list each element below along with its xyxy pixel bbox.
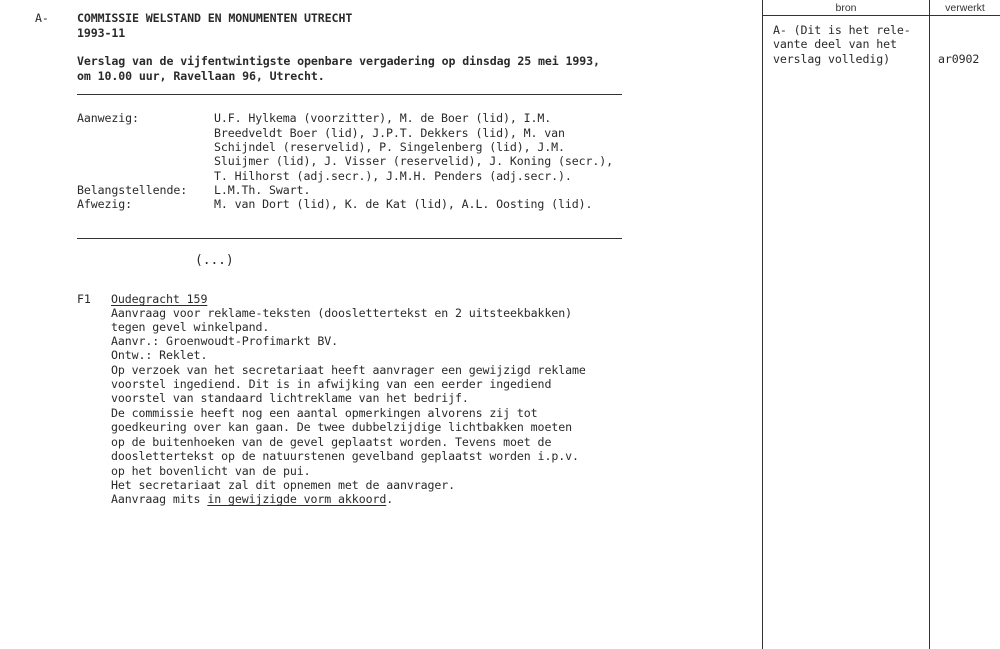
- conclusion-prefix: Aanvraag mits: [111, 492, 208, 506]
- conclusion-suffix: .: [386, 492, 394, 506]
- item-line: De commissie heeft nog een aantal opmerkingen alvorens zij tot: [111, 406, 538, 420]
- item-line: Ontw.: Reklet.: [111, 348, 208, 362]
- item-line: op de buitenhoeken van de gevel geplaatst worden. Tevens moet de: [111, 435, 552, 449]
- bron-line-3: verslag volledig): [773, 52, 890, 66]
- item-line: voorstel van standaard lichtreklame van het bedrijf.: [111, 391, 469, 405]
- column-header-rule: [762, 15, 1000, 16]
- item-line: op het bovenlicht van de pui.: [111, 464, 311, 478]
- column-border-left: [762, 0, 763, 649]
- present-line-4: Sluijmer (lid), J. Visser (reservelid), J. Koning (secr.),: [214, 154, 614, 168]
- item-line: Het secretariaat zal dit opnemen met de aanvrager.: [111, 478, 456, 492]
- header-line-2: 1993-11: [77, 26, 126, 40]
- item-line: goedkeuring over kan gaan. De twee dubbelzijdige lichtbakken moeten: [111, 420, 572, 434]
- item-line: tegen gevel winkelpand.: [111, 320, 270, 334]
- bron-line-2: vante deel van het: [773, 37, 897, 51]
- bron-line-1: A- (Dit is het rele-: [773, 23, 911, 37]
- absent-label: Afwezig:: [77, 197, 133, 211]
- divider-bottom: [77, 238, 622, 239]
- interested-value: L.M.Th. Swart.: [214, 183, 311, 197]
- divider-top: [77, 94, 622, 95]
- column-border-middle: [929, 0, 930, 649]
- item-line: Aanvraag voor reklame-teksten (dooslettertekst en 2 uitsteekbakken): [111, 306, 572, 320]
- item-code: F1: [77, 292, 91, 306]
- omission-ellipsis: (...): [195, 253, 234, 268]
- present-line-1: U.F. Hylkema (voorzitter), M. de Boer (lid), I.M.: [214, 111, 552, 125]
- item-address: Oudegracht 159: [111, 292, 208, 306]
- absent-value: M. van Dort (lid), K. de Kat (lid), A.L. Oosting (lid).: [214, 197, 593, 211]
- item-line: dooslettertekst op de natuurstenen gevelband geplaatst worden i.p.v.: [111, 449, 579, 463]
- title-line-2: om 10.00 uur, Ravellaan 96, Utrecht.: [77, 69, 325, 83]
- item-line: Aanvr.: Groenwoudt-Profimarkt BV.: [111, 334, 339, 348]
- present-line-5: T. Hilhorst (adj.secr.), J.M.H. Penders (adj.secr.).: [214, 169, 572, 183]
- interested-label: Belangstellende:: [77, 183, 188, 197]
- margin-mark: A-: [35, 11, 49, 25]
- present-label: Aanwezig:: [77, 111, 139, 125]
- item-line: Op verzoek van het secretariaat heeft aanvrager een gewijzigd reklame: [111, 363, 586, 377]
- header-line-1: COMMISSIE WELSTAND EN MONUMENTEN UTRECHT: [77, 11, 353, 25]
- item-line: voorstel ingediend. Dit is in afwijking van een eerder ingediend: [111, 377, 552, 391]
- present-line-3: Schijndel (reservelid), P. Singelenberg (lid), J.M.: [214, 140, 565, 154]
- present-line-2: Breedveldt Boer (lid), J.P.T. Dekkers (lid), M. van: [214, 126, 565, 140]
- column-header-verwerkt: verwerkt: [945, 2, 985, 14]
- verwerkt-value: ar0902: [938, 52, 980, 66]
- column-header-bron: bron: [835, 2, 857, 14]
- conclusion-underlined: in gewijzigde vorm akkoord: [207, 492, 387, 506]
- item-conclusion: [111, 492, 393, 507]
- title-line-1: Verslag van de vijfentwintigste openbare vergadering op dinsdag 25 mei 1993,: [77, 54, 600, 68]
